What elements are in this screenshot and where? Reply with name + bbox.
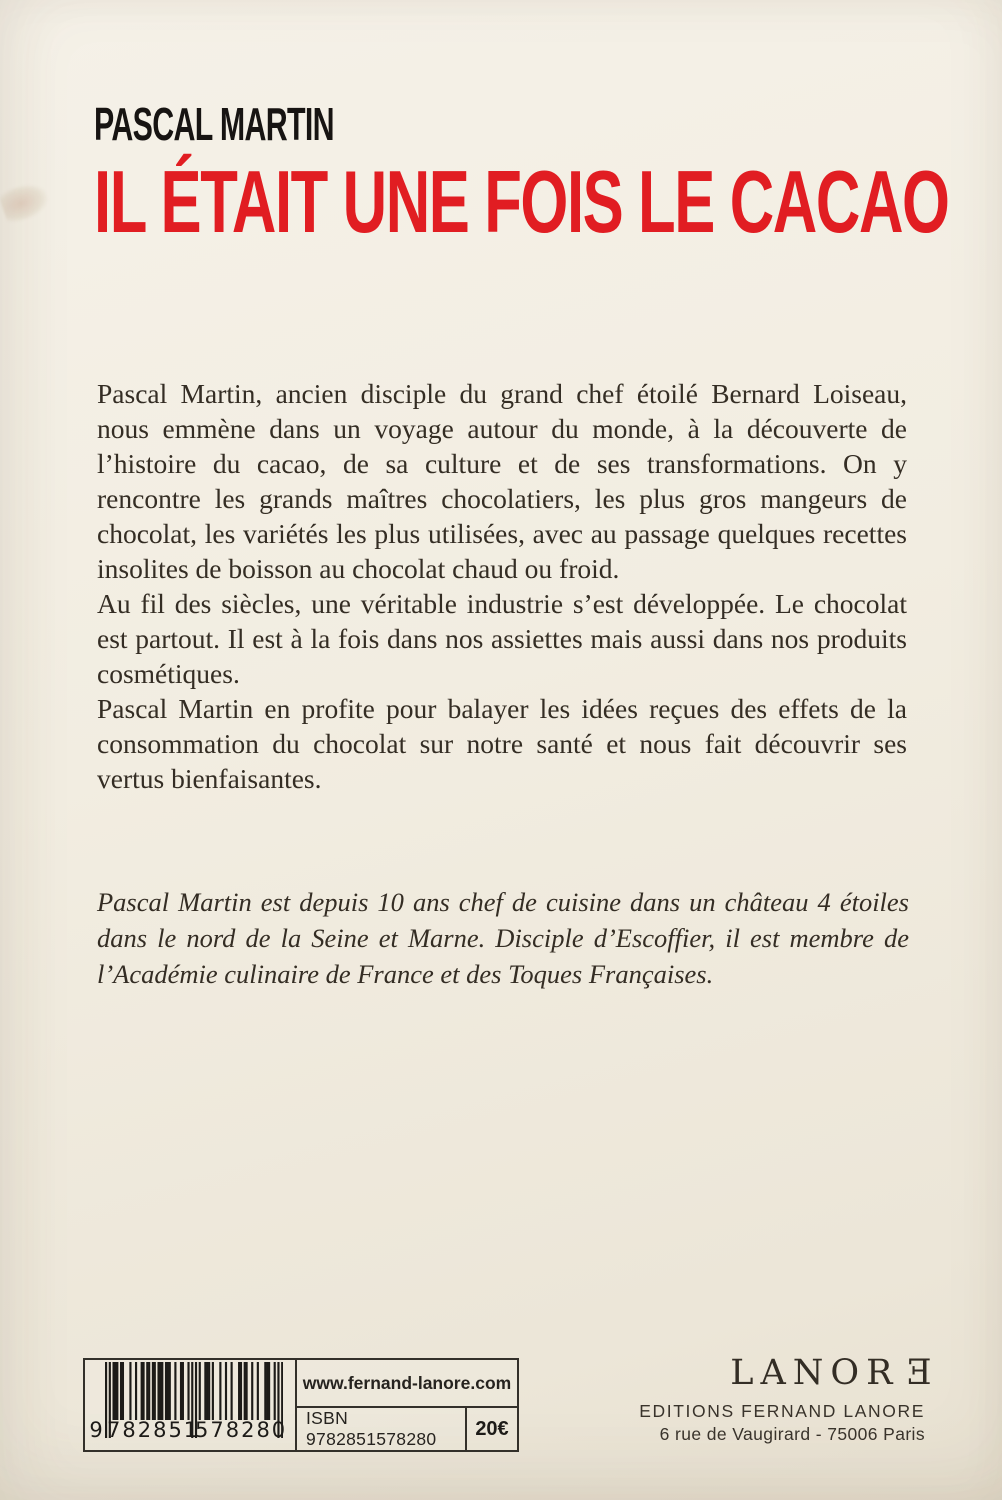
book-title: IL ÉTAIT UNE FOIS LE CACAO	[94, 152, 949, 251]
isbn-text: ISBN 9782851578280	[306, 1408, 437, 1449]
barcode-digit-first: 9	[89, 1418, 103, 1442]
publisher-name: EDITIONS FERNAND LANORE	[639, 1401, 925, 1421]
price-tag: 20€	[465, 1408, 517, 1450]
publisher-logo-text: LANOR	[730, 1353, 900, 1393]
isbn-info-cell	[297, 1360, 517, 1450]
isbn-price-row	[297, 1408, 517, 1450]
barcode	[85, 1360, 297, 1450]
synopsis-paragraph-3: Pascal Martin en profite pour balayer les idées reçues des effets de la consommation du chocolat sur notre santé et nous fait découvrir ses vertus bienfaisantes.	[97, 693, 907, 794]
author-bio: Pascal Martin est depuis 10 ans chef de cuisine dans un château 4 étoiles dans le nord de la Seine et Marne. Disciple d’Escoffier, il est membre de l’Académie culinaire de France et des Toques Françaises.	[97, 887, 909, 989]
synopsis-paragraph-2: Au fil des siècles, une véritable industrie s’est développée. Le chocolat est partout. Il est à la fois dans nos assiettes mais aussi dans nos produits cosmétiques.	[97, 588, 907, 689]
synopsis-paragraph-1: Pascal Martin, ancien disciple du grand chef étoilé Bernard Loiseau, nous emmène dans un voyage autour du monde, à la découverte de l’histoire du cacao, de sa culture et de ses transformations. On y rencontre les grands maîtres chocolatiers, les plus gros mangeurs de chocolat, les variétés les plus utilisées, avec au passage quelques recettes insolites de boisson au chocolat chaud ou froid.	[97, 378, 907, 584]
barcode-digits-left: 782851	[107, 1418, 200, 1442]
barcode-digits-right: 578280	[195, 1418, 288, 1442]
isbn-barcode-box	[83, 1358, 519, 1452]
author-name: PASCAL MARTIN	[94, 98, 334, 150]
paper-smudge	[0, 179, 52, 226]
publisher-logo	[639, 1354, 932, 1392]
publisher-logo-reversed-e: E	[899, 1353, 932, 1393]
publisher-address: 6 rue de Vaugirard - 75006 Paris	[659, 1424, 925, 1444]
website-url: www.fernand-lanore.com	[297, 1360, 517, 1408]
synopsis	[97, 376, 907, 796]
publisher-block	[639, 1353, 932, 1445]
barcode-digits	[85, 1418, 295, 1442]
